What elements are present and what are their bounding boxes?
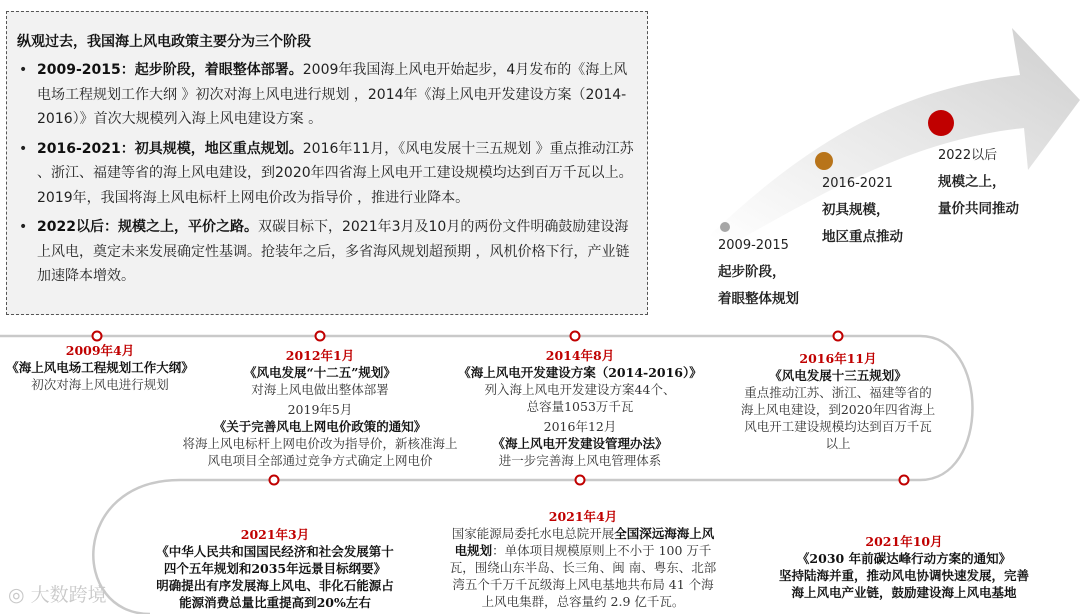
timeline-node [900,476,909,485]
event-date: 2019年5月 [287,402,353,417]
timeline-node [93,332,102,341]
event-desc: 进一步完善海上风电管理体系 [498,453,662,468]
event-date: 2021年10月 [865,534,943,549]
event-2021-04 [428,508,738,610]
summary-bullet: • 2009-2015：起步阶段，着眼整体部署。2009年我国海上风电开始起步，4月发布的《海上风电场工程规划工作大纲 》初次对海上风电进行规划 ，2014年《海上风电开发建设方案（2014-2016）》首次大规模列入海上风电建设方案 。 [19,62,628,127]
event-desc: 海上风电建设，到2020年四省海上 [740,402,936,417]
bullet-bold: 2022以后：规模之上，平价之路。 [37,219,258,235]
event-desc: 对海上风电做出整体部署 [251,382,389,397]
event-desc: 能源消费总量比重提高到20%左右 [179,595,371,610]
summary-heading: 纵观过去，我国海上风电政策主要分为三个阶段 [17,34,311,50]
event-title: 《海上风电场工程规划工作大纲》 [6,360,194,375]
event-date: 2016年11月 [799,351,877,366]
event-desc [428,525,738,542]
timeline-node [834,332,843,341]
bullet-bold: 2009-2015：起步阶段，着眼整体部署。 [37,62,303,78]
timeline-node [270,476,279,485]
stage-year: 2022以后 [938,148,998,163]
event-desc: 明确提出有序发展海上风电、非化石能源占 [156,578,394,593]
event-desc: 坚持陆海并重，推动风电协调快速发展，完善 [778,568,1029,583]
logo-icon: ◎ [8,584,25,606]
stage-year: 2009-2015 [718,238,789,253]
event-desc: 瓦，围绕山东半岛、长三角、闽 南、粤东、北部 [449,560,717,575]
stage-line: 规模之上， [938,174,1006,190]
event-title: 四个五年规划和2035年远景目标纲要》 [163,561,387,576]
summary-bullet: • 2016-2021：初具规模，地区重点规划。2016年11月，《风电发展十三五规划 》重点推动江苏 、浙江、福建等省的海上风电建设，到2020年四省海上风电开工建设规模均达到百万千瓦以上。 2019年，我国将海上风电标杆上网电价改为指导价 ，推进行业降本。 [19,140,634,206]
event-date: 2016年12月 [543,419,617,434]
event-desc: 将海上风电标杆上网电价改为指导价，新核准海上 [182,436,458,451]
event-desc: 总容量1053万千瓦 [526,399,634,414]
stage-line: 地区重点推动 [822,229,903,245]
event-desc: 海上风电产业链，鼓励建设海上风电基地 [791,585,1017,600]
event-title: 《2030 年前碳达峰行动方案的通知》 [796,551,1012,566]
event-title: 《关于完善风电上网电价政策的通知》 [213,419,427,434]
watermark-logo [8,580,107,607]
summary-bullet: • 2022以后：规模之上，平价之路。双碳目标下，2021年3月及10月的两份文件明确鼓励建设海上风电，奠定未来发展确定性基调。抢装年之后，多省海风规划超预期 ，风机价格下行，产业链加速降本增效。 [19,219,630,284]
event-date: 2021年4月 [548,509,618,524]
stage-line: 初具规模， [822,202,890,218]
event-2016 [722,350,954,452]
event-desc: 初次对海上风电进行规划 [31,377,169,392]
event-date: 2014年8月 [545,348,615,363]
event-2021-03 [134,526,416,611]
event-desc-bold: 全国深远海海上风 [614,526,715,541]
event-title: 《中华人民共和国国民经济和社会发展第十 [156,544,394,559]
event-desc-bold: 电规划 [454,543,493,558]
stage-year: 2016-2021 [822,176,893,191]
event-2021-10 [752,533,1056,601]
bullet-text: 双碳目标下，2021年3月及10月的两份文件明确鼓励建设海上风电，奠定未来发展确定性基调。抢装年之后，多省海风规划超预期 ，风机价格下行，产业链加速降本增效。 [37,219,630,284]
event-desc [428,542,738,559]
timeline-node [576,476,585,485]
event-date: 2012年1月 [285,348,355,363]
event-desc-part: ：单体项目规模原则上不小于 100 万千 [492,543,712,558]
event-desc: 以上 [825,436,851,451]
event-desc: 列入海上风电开发建设方案44个、 [484,382,676,397]
event-desc: 风电项目全部通过竞争方式确定上网电价 [207,453,433,468]
event-title: 《风电发展十三五规划》 [769,368,907,383]
event-title: 《风电发展“十二五”规划》 [244,365,396,380]
timeline-node [316,332,325,341]
event-desc: 上风电集群，总容量约 2.9 亿千瓦。 [481,594,685,609]
event-2014 [430,347,730,469]
event-desc: 湾五个千万千瓦级海上风电基地共布局 41 个海 [452,577,714,592]
bullet-text: 2016年11月，《风电发展十三五规划 》重点推动江苏 、浙江、福建等省的海上风电建设，到2020年四省海上风电开工建设规模均达到百万千瓦以上。 2019年，我国将海上风电标杆上网电价改为指导价 ，推进行业降本。 [37,140,634,206]
stage-line: 量价共同推动 [938,201,1019,217]
event-desc: 重点推动江苏、浙江、福建等省的 [744,385,932,400]
event-title: 《海上风电开发建设管理办法》 [492,436,668,451]
logo-text: 大数跨境 [30,584,107,606]
event-desc: 风电开工建设规模均达到百万千瓦 [744,419,932,434]
timeline-node [571,332,580,341]
event-title: 《海上风电开发建设方案（2014-2016）》 [458,365,702,380]
bullet-text: 2009年我国海上风电开始起步，4月发布的《海上风电场工程规划工作大纲 》初次对海上风电进行规划 ，2014年《海上风电开发建设方案（2014-2016）》首次大规模列入海上风电建设方案 。 [37,62,628,127]
event-date: 2021年3月 [240,527,310,542]
event-date: 2009年4月 [65,343,135,358]
stage-line: 着眼整体规划 [718,291,799,307]
event-desc-part: 国家能源局委托水电总院开展 [451,526,615,541]
stage-line: 起步阶段， [718,264,786,280]
bullet-bold: 2016-2021：初具规模，地区重点规划。 [37,140,303,157]
